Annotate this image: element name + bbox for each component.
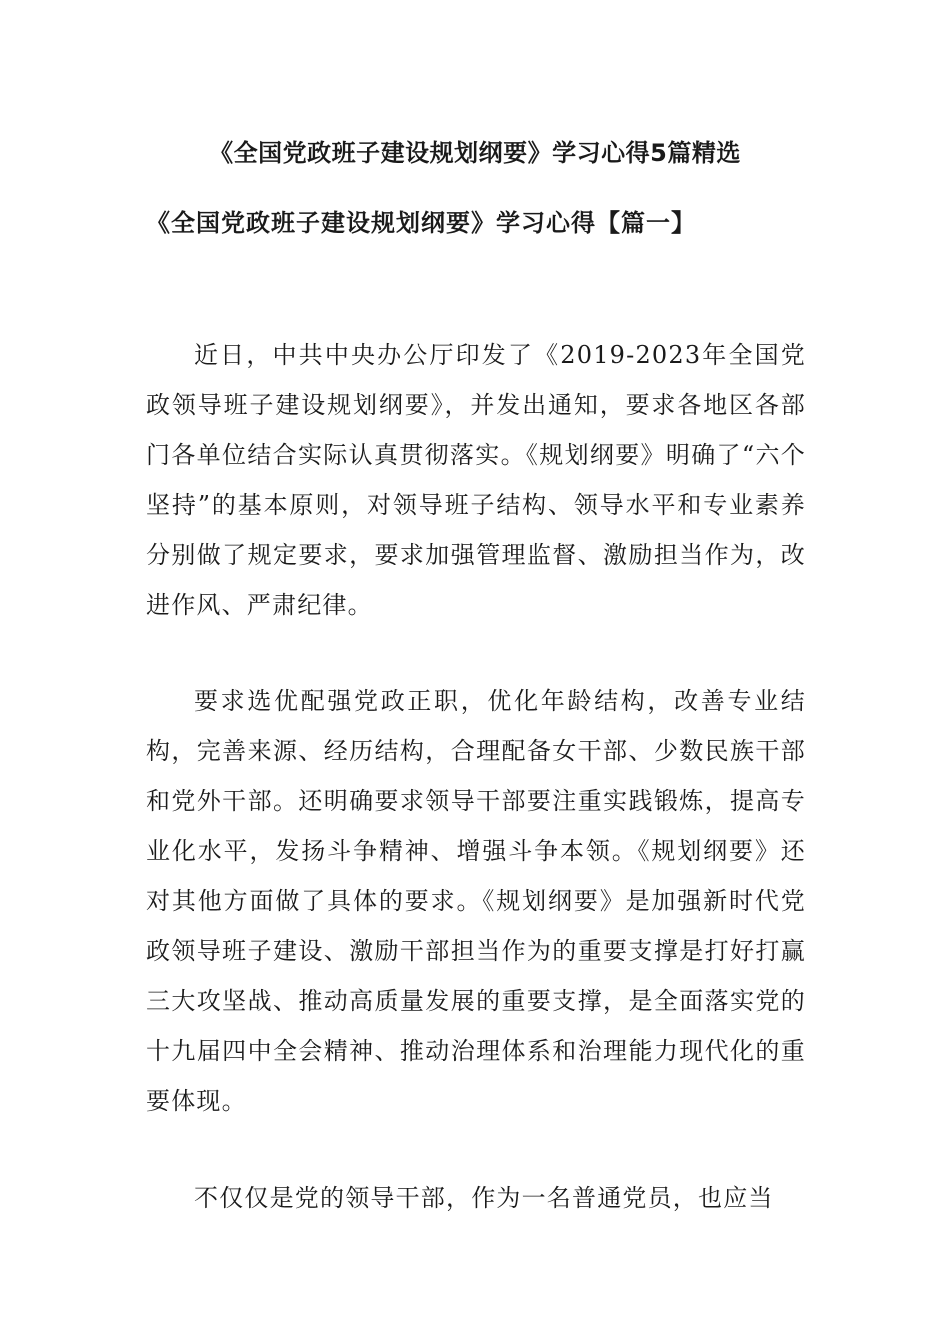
body-paragraph-2: 要求选优配强党政正职，优化年龄结构，改善专业结构，完善来源、经历结构，合理配备女干部、少数民族干部和党外干部。还明确要求领导干部要注重实践锻炼，提高专业化水平，发扬斗争精神、增强斗争本领。《规划纲要》还对其他方面做了具体的要求。《规划纲要》是加强新时代党政领导班子建设、激励干部担当作为的重要支撑是打好打赢三大攻坚战、推动高质量发展的重要支撑，是全面落实党的十九届四中全会精神、推动治理体系和治理能力现代化的重要体现。 [146,687,806,1115]
body-paragraph-1: 近日，中共中央办公厅印发了《2019-2023年全国党政领导班子建设规划纲要》，并发出通知，要求各地区各部门各单位结合实际认真贯彻落实。《规划纲要》明确了“六个坚持”的基本原则，对领导班子结构、领导水平和专业素养分别做了规定要求，要求加强管理监督、激励担当作为，改进作风、严肃纪律。 [146,341,806,619]
body-paragraph-3: 不仅仅是党的领导干部，作为一名普通党员，也应当 [194,1184,774,1212]
document-title: 《全国党政班子建设规划纲要》学习心得5篇精选 [209,139,741,167]
section-heading: 《全国党政班子建设规划纲要》学习心得【篇一】 [146,208,696,237]
